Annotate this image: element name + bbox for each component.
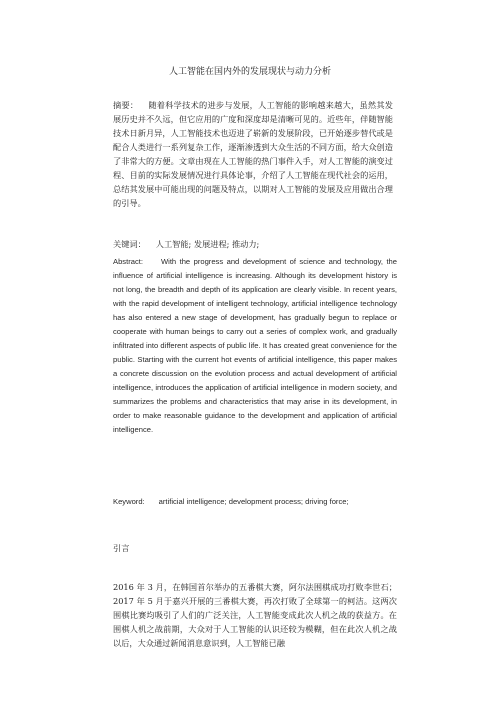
abstract-en-label: Abstract: <box>113 257 143 266</box>
abstract-cn-text: 随着科学技术的进步与发展，人工智能的影响越来越大，虽然其发展历史并不久远，但它应用的广度和深度却是清晰可见的。近些年，伴随智能技术日新月异，人工智能技术也迈进了崭新的发展阶段，已开始逐步替代或是配合人类进行一系列复杂工作，逐渐渗透到大众生活的不同方面，给大众创造了非常大的方便。文章由现在人工智能的热门事件入手，对人工智能的演变过程、目前的实际发展情况进行具体论事，介绍了人工智能在现代社会的运用，总结其发展中可能出现的问题及特点，以期对人工智能的发展及应用做出合理的引导。 <box>113 100 393 208</box>
keywords-cn <box>113 238 259 250</box>
keywords-en-text: artificial intelligence; development process; driving force; <box>158 497 349 506</box>
keywords-en-label: Keyword: <box>113 497 145 506</box>
document-title: 人工智能在国内外的发展现状与动力分析 <box>168 67 331 77</box>
keywords-cn-label: 关键词： <box>113 239 146 249</box>
abstract-cn <box>113 98 393 210</box>
abstract-en <box>113 255 397 437</box>
abstract-cn-label: 摘要： <box>113 100 139 110</box>
abstract-en-text: With the progress and development of science and technology, the influence of artificial intelligence is increasing. Although its development history is not long, the breadth and depth of its application are clearly visible. In recent years, with the rapid development of intelligent technology, artificial intelligence technology has also entered a new stage of development, has gradually begun to replace or cooperate with human beings to carry out a series of complex work, and gradually infiltrated into different aspects of public life. It has created great convenience for the public. Starting with the current hot events of artificial intelligence, this paper makes a concrete discussion on the evolution process and actual development of artificial intelligence, introduces the application of artificial intelligence in modern society, and summarizes the problems and characteristics that may arise in its development, in order to make reasonable guidance to the development and application of artificial intelligence. <box>113 257 397 434</box>
intro-paragraph: 2016 年 3 月，在韩国首尔举办的五番棋大赛，阿尔法围棋成功打败李世石；2017 年 5 月于嘉兴开展的三番棋大赛，再次打败了全球第一的柯洁。这两次围棋比赛均吸引了人们的广泛关注，人工智能变成此次人机之战的获益方。在围棋人机之战前期，大众对于人工智能的认识还较为模糊，但在此次人机之战以后，大众通过新闻消息意识到，人工智能已融 <box>113 582 397 648</box>
keywords-cn-text: 人工智能; 发展进程; 推动力; <box>155 239 260 249</box>
keywords-en <box>113 496 349 508</box>
intro-heading: 引言 <box>113 543 130 553</box>
